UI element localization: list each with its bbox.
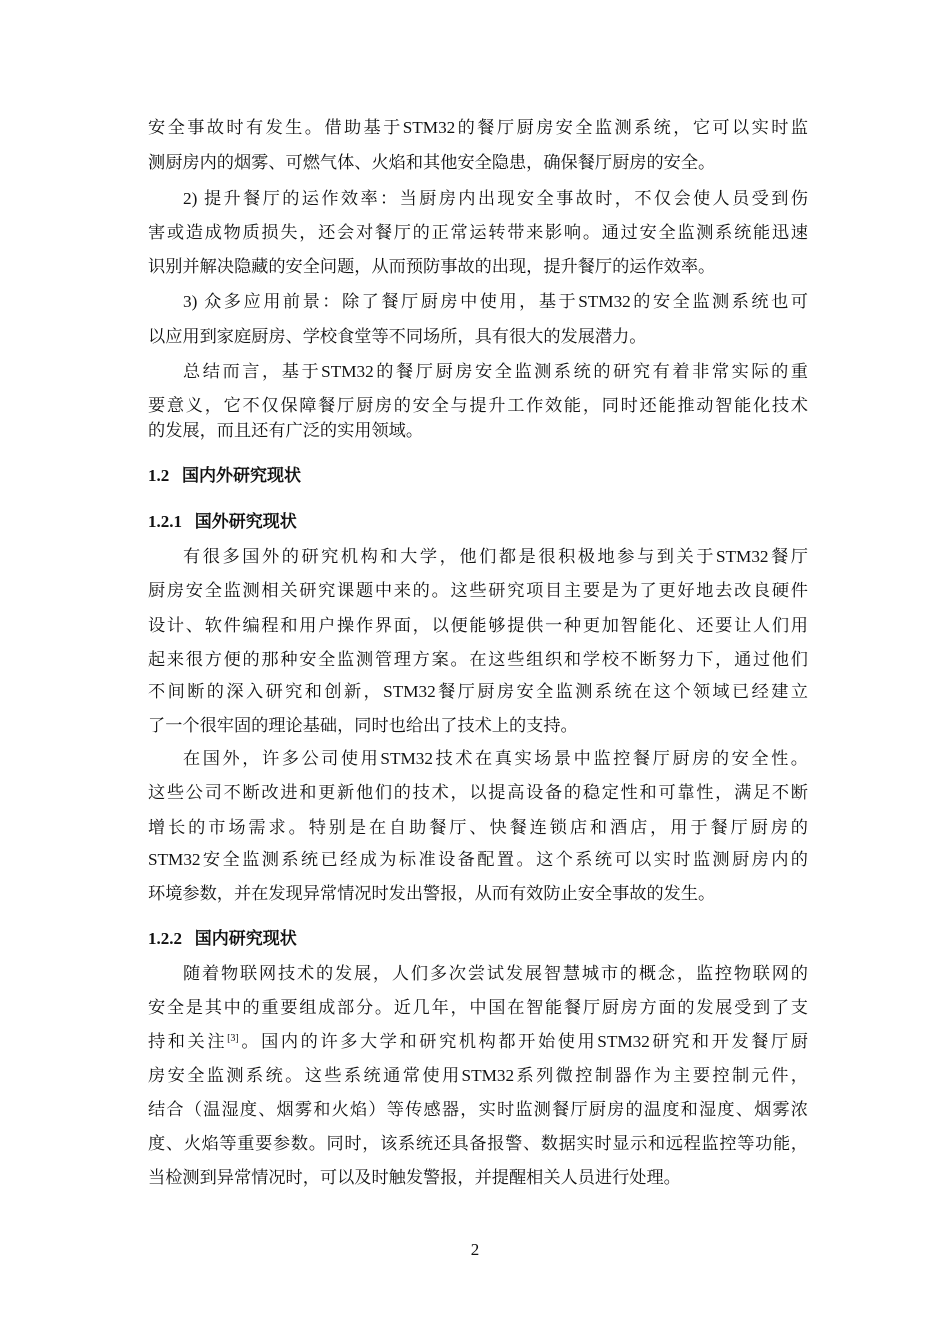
paragraph-line: 测厨房内的烟雾、可燃气体、火焰和其他安全隐患，确保餐厅厨房的安全。 (148, 153, 716, 172)
paragraph-line: 的发展，而且还有广泛的实用领域。 (148, 421, 424, 440)
paragraph-line: 有很多国外的研究机构和大学，他们都是很积极地参与到关于STM32餐厅 (183, 547, 808, 566)
paragraph-line: 了一个很牢固的理论基础，同时也给出了技术上的支持。 (148, 716, 578, 735)
section-heading: 1.2 国内外研究现状 (148, 466, 301, 485)
page-number: 2 (470, 1240, 480, 1259)
text-span: 持和关注 (148, 1032, 228, 1051)
section-heading: 1.2.1 国外研究现状 (148, 512, 297, 531)
citation-reference: [3] (227, 1033, 239, 1044)
paragraph-line: 随着物联网技术的发展，人们多次尝试发展智慧城市的概念，监控物联网的 (183, 964, 808, 983)
paragraph-line: 害或造成物质损失，还会对餐厅的正常运转带来影响。通过安全监测系统能迅速 (148, 223, 808, 242)
paragraph-line: 房安全监测系统。这些系统通常使用STM32系列微控制器作为主要控制元件， (148, 1066, 808, 1085)
paragraph-line: 这些公司不断改进和更新他们的技术，以提高设备的稳定性和可靠性，满足不断 (148, 783, 808, 802)
paragraph-line: 增长的市场需求。特别是在自助餐厅、快餐连锁店和酒店，用于餐厅厨房的 (148, 818, 808, 837)
paragraph-line: 结合（温湿度、烟雾和火焰）等传感器，实时监测餐厅厨房的温度和湿度、烟雾浓 (148, 1100, 808, 1119)
paragraph-line: 安全是其中的重要组成部分。近几年，中国在智能餐厅厨房方面的发展受到了支 (148, 998, 808, 1017)
paragraph-line: 不间断的深入研究和创新，STM32餐厅厨房安全监测系统在这个领域已经建立 (148, 682, 808, 701)
paragraph-line: 厨房安全监测相关研究课题中来的。这些研究项目主要是为了更好地去改良硬件 (148, 581, 808, 600)
paragraph-line: 当检测到异常情况时，可以及时触发警报，并提醒相关人员进行处理。 (148, 1168, 681, 1187)
paragraph-line: 以应用到家庭厨房、学校食堂等不同场所，具有很大的发展潜力。 (148, 327, 647, 346)
paragraph-line: 度、火焰等重要参数。同时，该系统还具备报警、数据实时显示和远程监控等功能， (148, 1134, 808, 1153)
text-span: 。国内的许多大学和研究机构都开始使用STM32研究和开发餐厅厨 (238, 1032, 808, 1051)
paragraph-line: 2) 提升餐厅的运作效率：当厨房内出现安全事故时，不仅会使人员受到伤 (183, 189, 808, 208)
paragraph-line: 识别并解决隐藏的安全问题，从而预防事故的出现，提升餐厅的运作效率。 (148, 257, 716, 276)
paragraph-line: 要意义，它不仅保障餐厅厨房的安全与提升工作效能，同时还能推动智能化技术 (148, 396, 808, 415)
section-heading: 1.2.2 国内研究现状 (148, 929, 297, 948)
paragraph-line: 设计、软件编程和用户操作界面，以便能够提供一种更加智能化、还要让人们用 (148, 616, 808, 635)
paragraph-line: 环境参数，并在发现异常情况时发出警报，从而有效防止安全事故的发生。 (148, 884, 716, 903)
paragraph-line: 3) 众多应用前景：除了餐厅厨房中使用，基于STM32的安全监测系统也可 (183, 292, 808, 311)
paragraph-line: 总结而言，基于STM32的餐厅厨房安全监测系统的研究有着非常实际的重 (183, 362, 808, 381)
paragraph-line: STM32安全监测系统已经成为标准设备配置。这个系统可以实时监测厨房内的 (148, 850, 808, 869)
paragraph-line: 在国外，许多公司使用STM32技术在真实场景中监控餐厅厨房的安全性。 (183, 749, 808, 768)
paragraph-line: 起来很方便的那种安全监测管理方案。在这些组织和学校不断努力下，通过他们 (148, 650, 808, 669)
paragraph-line: 安全事故时有发生。借助基于STM32的餐厅厨房安全监测系统，它可以实时监 (148, 118, 808, 137)
paragraph-line (148, 1030, 808, 1054)
